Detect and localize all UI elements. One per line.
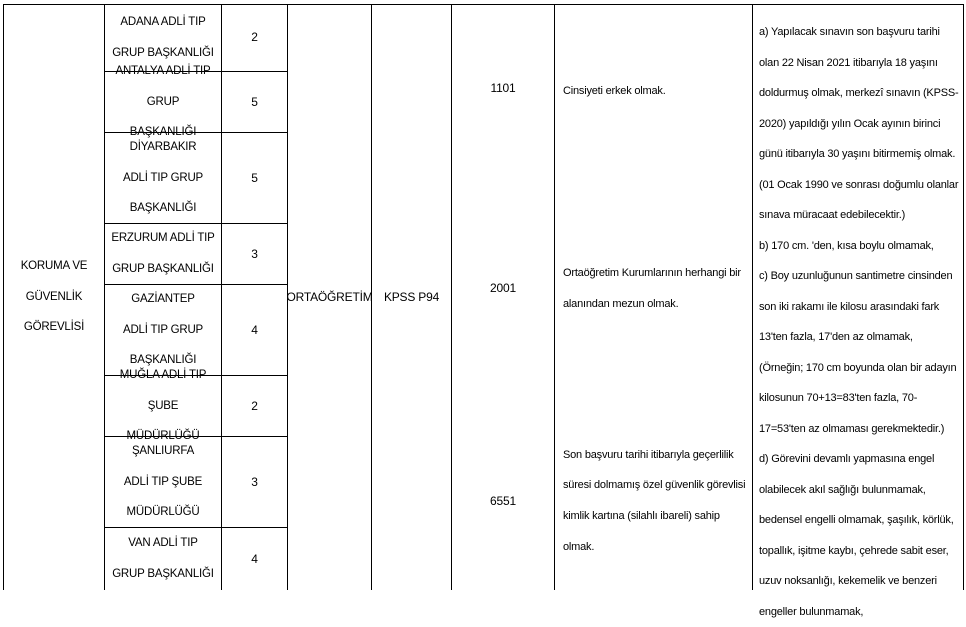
qualification-code-text: 6551	[490, 493, 516, 508]
unit-count-text: 3	[251, 474, 258, 489]
unit-count	[222, 285, 287, 375]
education-level	[288, 4, 371, 590]
unit-count	[222, 528, 287, 590]
unit-count-text: 5	[251, 94, 258, 109]
qualification-text	[563, 258, 748, 320]
unit-name-text: ŞANLIURFA ADLİ TIP ŞUBE MÜDÜRLÜĞÜ	[123, 445, 203, 519]
unit-name	[105, 437, 221, 527]
position-title-text: KORUMA VE GÜVENLİK GÖREVLİSİ	[20, 260, 88, 334]
unit-name-text: GAZİANTEP ADLİ TIP GRUP BAŞKANLIĞI	[122, 293, 204, 367]
qualification-text	[563, 76, 748, 106]
condition-d: d) Görevini devamlı yapmasına engel olabilecek akıl sağlığı bulunmamak, bedensel engelli olmamak, şaşılık, körlük, topallık, işitme kaybı, çehrede sabit eser, uzuv noksanlığı, kekemelik ve benzeri engeller bulunmamak,	[759, 453, 954, 618]
unit-count	[222, 72, 287, 132]
exam-score-type-text: KPSS P94	[383, 289, 440, 304]
qualification-text-value: Ortaöğretim Kurumlarının herhangi bir alanından mezun olmak.	[563, 267, 741, 310]
qualification-text	[563, 448, 749, 553]
unit-count	[222, 133, 287, 223]
unit-count-text: 4	[251, 551, 258, 566]
unit-count	[222, 4, 287, 71]
col-divider	[752, 4, 753, 590]
qualification-code	[452, 486, 554, 516]
unit-count-text: 2	[251, 30, 258, 45]
condition-a: a) Yapılacak sınavın son başvuru tarihi olan 22 Nisan 2021 itibarıyla 18 yaşını doldurmuş olmak, merkezî sınavın (KPSS-2020) yapıldığı yılın Ocak ayının birinci günü itibarıyla 30 yaşını bitirmemiş olmak.(01 Ocak 1990 ve sonrası doğumlu olanlar sınava müracaat edebilecektir.)	[759, 26, 959, 221]
qualification-text-value: Son başvuru tarihi itibarıyla geçerlilik süresi dolmamış özel güvenlik görevlisi kimlik kartına (silahlı ibareli) sahip olmak.	[563, 448, 746, 553]
unit-name	[105, 65, 221, 139]
position-title	[4, 4, 104, 590]
unit-name-text: ERZURUM ADLİ TIP GRUP BAŞKANLIĞI	[111, 232, 215, 275]
col-divider	[554, 4, 555, 590]
qualification-code	[452, 73, 554, 103]
condition-c: c) Boy uzunluğunun santimetre cinsinden son iki rakamı ile kilosu arasındaki fark 13'ten fazla, 17'den az olmamak, (Örneğin; 170 cm boyunda olan bir adayın kilosunun 70+13=83'ten fazla, 70- 17=53'ten az olmaması gerekmektedir.)	[759, 270, 957, 435]
unit-name	[105, 133, 221, 223]
education-level-text: ORTAÖĞRETİM	[286, 289, 373, 304]
unit-name	[105, 224, 221, 284]
unit-count	[222, 376, 287, 436]
unit-count-text: 2	[251, 398, 258, 413]
qualification-code	[452, 273, 554, 303]
unit-name-text: MUĞLA ADLİ TIP ŞUBE MÜDÜRLÜĞÜ	[119, 369, 207, 443]
unit-count-text: 4	[251, 322, 258, 337]
unit-name-text: VAN ADLİ TIP GRUP BAŞKANLIĞI	[112, 537, 214, 580]
special-conditions	[759, 4, 959, 618]
unit-count	[222, 437, 287, 527]
table-border-right	[963, 4, 964, 590]
unit-count-text: 3	[251, 246, 258, 261]
unit-name-text: ADANA ADLİ TIP GRUP BAŞKANLIĞI	[112, 15, 214, 59]
unit-name-text: ANTALYA ADLİ TIP GRUP BAŞKANLIĞI	[115, 65, 211, 139]
staff-requirements-table	[3, 4, 964, 618]
unit-name	[105, 528, 221, 590]
condition-b: b) 170 cm. 'den, kısa boylu olmamak,	[759, 239, 934, 252]
exam-score-type	[372, 4, 451, 590]
qualification-code-text: 2001	[490, 280, 516, 295]
unit-count	[222, 224, 287, 284]
unit-name	[105, 369, 221, 443]
unit-name-text: DİYARBAKIR ADLİ TIP GRUP BAŞKANLIĞI	[122, 141, 204, 215]
qualification-code-text: 1101	[490, 80, 516, 95]
qualification-text-value: Cinsiyeti erkek olmak.	[563, 84, 666, 97]
unit-count-text: 5	[251, 170, 258, 185]
